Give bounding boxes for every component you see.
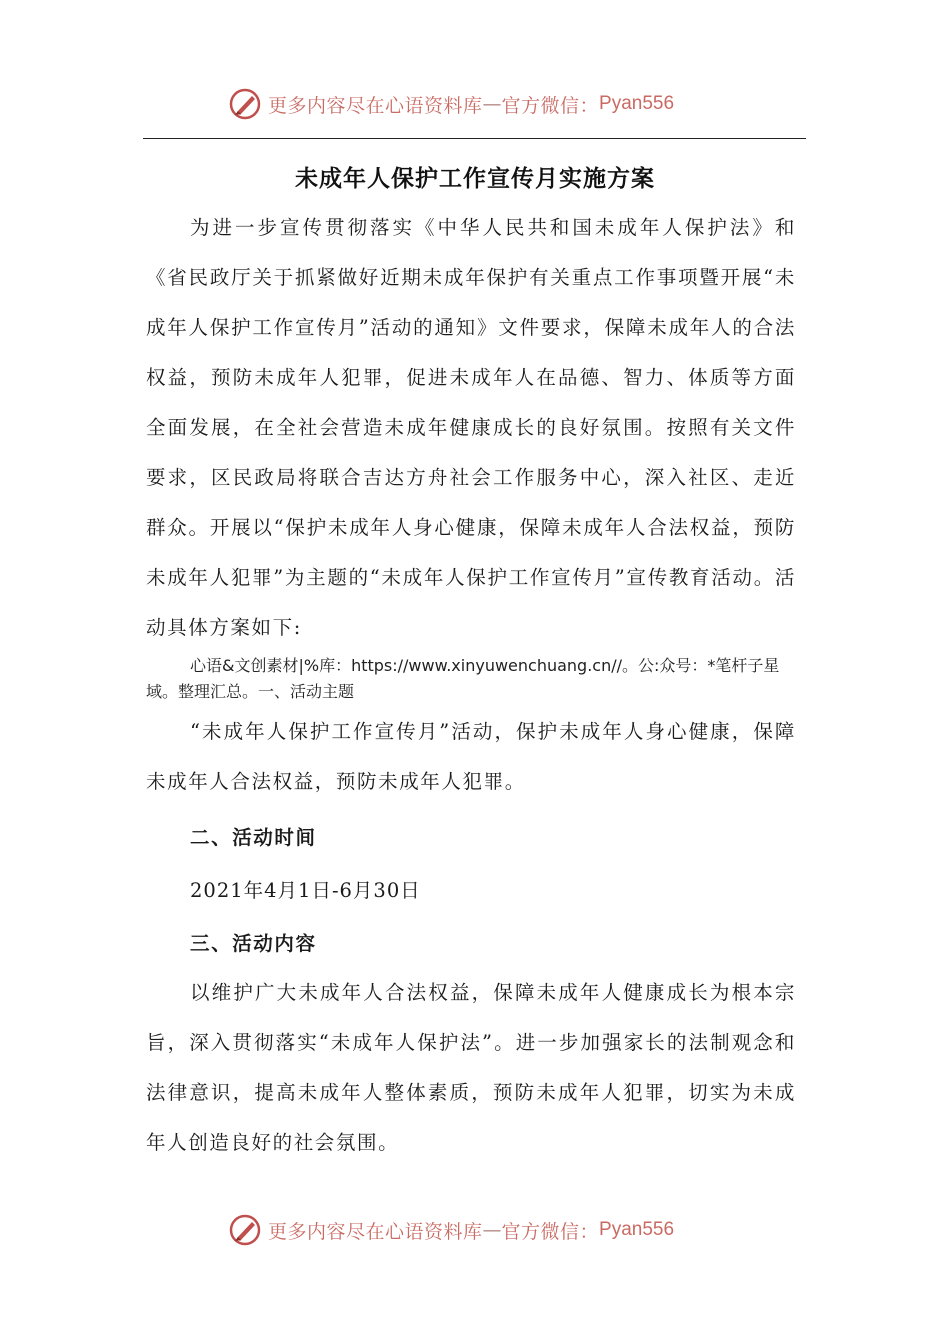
header-divider <box>143 138 806 139</box>
section3-heading: 三、活动内容 <box>190 932 317 955</box>
footer-watermark <box>228 1210 674 1250</box>
watermark-separator: — <box>482 93 502 115</box>
section2-body: 2021年4月1日-6月30日 <box>190 879 421 902</box>
page-title: 未成年人保护工作宣传月实施方案 <box>295 166 655 192</box>
watermark-id: Pyan556 <box>599 1219 675 1240</box>
source-note: 心语&文创素材|%库：https://www.xinyuwenchuang.cn//。公:众号：*笔杆子星域。整理汇总。一、活动主题 <box>146 656 780 701</box>
watermark-id: Pyan556 <box>599 93 675 114</box>
header-watermark <box>228 84 674 124</box>
pen-logo-icon <box>228 87 262 121</box>
intro-paragraph: 为进一步宣传贯彻落实《中华人民共和国未成年人保护法》和《省民政厅关于抓紧做好近期未成年保护有关重点工作事项暨开展“未成年人保护工作宣传月”活动的通知》文件要求，保障未成年人的合法权益，预防未成年人犯罪，促进未成年人在品德、智力、体质等方面全面发展，在全社会营造未成年健康成长的良好氛围。按照有关文件要求，区民政局将联合吉达方舟社会工作服务中心，深入社区、走近群众。开展以“保护未成年人身心健康，保障未成年人合法权益，预防未成年人犯罪”为主题的“未成年人保护工作宣传月”宣传教育活动。活动具体方案如下: <box>146 216 796 639</box>
section2-heading: 二、活动时间 <box>190 826 317 849</box>
watermark-separator: — <box>482 1219 502 1241</box>
pen-logo-icon <box>228 1213 262 1247</box>
section1-body: “未成年人保护工作宣传月”活动，保护未成年人身心健康，保障未成年人合法权益，预防未成年人犯罪。 <box>146 720 796 793</box>
section3-body: 以维护广大未成年人合法权益，保障未成年人健康成长为根本宗旨，深入贯彻落实“未成年人保护法”。进一步加强家长的法制观念和法律意识，提高未成年人整体素质，预防未成年人犯罪，切实为未成年人创造良好的社会氛围。 <box>146 981 796 1154</box>
watermark-text: 更多内容尽在心语资料库 <box>268 94 483 117</box>
watermark-text: 更多内容尽在心语资料库 <box>268 1220 483 1243</box>
watermark-label: 官方微信： <box>501 1220 600 1243</box>
watermark-label: 官方微信： <box>501 94 600 117</box>
